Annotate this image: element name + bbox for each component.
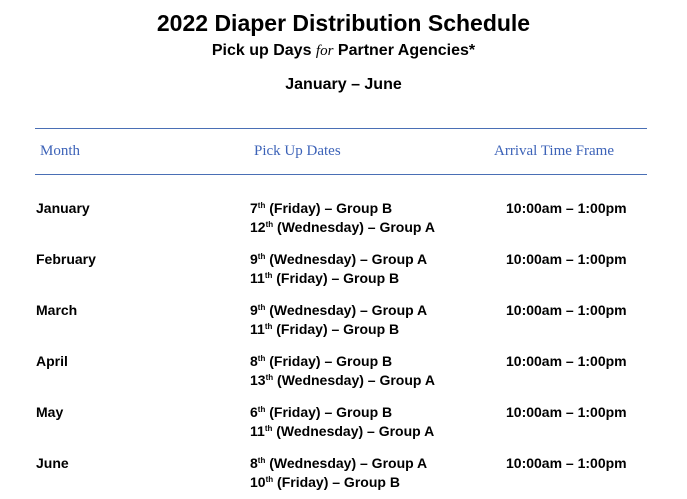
arrival-time-cell: 10:00am – 1:00pm (506, 251, 627, 267)
column-header-pickup-dates: Pick Up Dates (254, 143, 341, 159)
pickup-date (250, 455, 427, 474)
pickup-date-day: 12 (250, 219, 266, 235)
pickup-date-ordinal: th (257, 405, 266, 414)
pickup-date-detail: (Wednesday) – Group A (265, 302, 428, 318)
pickup-date-ordinal: th (264, 271, 273, 280)
pickup-date-ordinal: th (265, 220, 274, 229)
pickup-date (250, 219, 435, 238)
pickup-date-detail: (Friday) – Group B (265, 353, 393, 369)
subtitle-end: Partner Agencies* (337, 42, 476, 59)
arrival-time-cell: 10:00am – 1:00pm (506, 404, 627, 420)
pickup-dates-cell (250, 353, 435, 391)
month-cell: April (36, 353, 68, 369)
pickup-date-ordinal: th (257, 303, 266, 312)
pickup-date (250, 372, 435, 391)
pickup-date-detail: (Friday) – Group B (273, 474, 400, 490)
pickup-date (250, 270, 427, 289)
pickup-dates-cell (250, 200, 435, 238)
pickup-date-detail: (Friday) – Group B (265, 200, 393, 216)
pickup-date-ordinal: th (265, 475, 274, 484)
table-row (0, 353, 687, 397)
pickup-date (250, 474, 427, 493)
pickup-date-detail: (Friday) – Group B (272, 321, 400, 337)
table-row (0, 251, 687, 295)
pickup-date (250, 404, 434, 423)
column-header-month: Month (40, 143, 81, 159)
month-cell: June (36, 455, 69, 471)
pickup-date-day: 9 (250, 251, 258, 267)
pickup-date (250, 423, 434, 442)
pickup-date-detail: (Friday) – Group B (272, 270, 400, 286)
pickup-date-detail: (Wednesday) – Group A (265, 251, 428, 267)
pickup-date-day: 11 (250, 321, 265, 337)
arrival-time-cell: 10:00am – 1:00pm (506, 302, 627, 318)
pickup-date-ordinal: th (257, 252, 266, 261)
pickup-date (250, 353, 435, 372)
page-subtitle (0, 42, 687, 60)
pickup-date-ordinal: th (257, 201, 266, 210)
pickup-date-day: 10 (250, 474, 266, 490)
pickup-date-day: 9 (250, 302, 258, 318)
month-cell: February (36, 251, 96, 267)
pickup-date-day: 6 (250, 404, 258, 420)
table-row (0, 404, 687, 448)
arrival-time-cell: 10:00am – 1:00pm (506, 200, 627, 216)
arrival-time-cell: 10:00am – 1:00pm (506, 353, 627, 369)
pickup-date-ordinal: th (264, 322, 273, 331)
pickup-date (250, 200, 435, 219)
pickup-date-detail: (Wednesday) – Group A (265, 455, 428, 471)
pickup-date-day: 8 (250, 455, 258, 471)
table-row (0, 302, 687, 346)
subtitle-for-word: for (315, 43, 334, 59)
month-cell: January (36, 200, 90, 216)
month-cell: March (36, 302, 78, 318)
pickup-date-detail: (Wednesday) – Group A (272, 423, 435, 439)
pickup-date (250, 302, 427, 321)
arrival-time-cell: 10:00am – 1:00pm (506, 455, 627, 471)
pickup-date-day: 13 (250, 372, 266, 388)
subtitle-start: Pick up Days (211, 42, 312, 59)
pickup-date-day: 11 (250, 423, 265, 439)
pickup-dates-cell (250, 251, 427, 289)
pickup-date-detail: (Wednesday) – Group A (273, 372, 435, 388)
pickup-date-ordinal: th (265, 373, 274, 382)
pickup-date (250, 251, 427, 270)
pickup-dates-cell (250, 302, 427, 340)
month-cell: May (36, 404, 64, 420)
column-header-arrival-time: Arrival Time Frame (494, 143, 614, 159)
page-title: 2022 Diaper Distribution Schedule (156, 10, 531, 36)
pickup-dates-cell (250, 455, 427, 493)
pickup-date-ordinal: th (257, 354, 266, 363)
pickup-date-detail: (Friday) – Group B (265, 404, 393, 420)
pickup-date (250, 321, 427, 340)
pickup-date-day: 11 (250, 270, 265, 286)
table-row (0, 200, 687, 244)
pickup-date-ordinal: th (264, 424, 273, 433)
table-row (0, 455, 687, 499)
pickup-dates-cell (250, 404, 434, 442)
pickup-date-ordinal: th (257, 456, 266, 465)
pickup-date-day: 8 (250, 353, 258, 369)
pickup-date-day: 7 (250, 200, 258, 216)
date-range: January – June (285, 76, 402, 93)
pickup-date-detail: (Wednesday) – Group A (273, 219, 435, 235)
header-bottom-rule (35, 174, 647, 175)
header-top-rule (35, 128, 647, 129)
